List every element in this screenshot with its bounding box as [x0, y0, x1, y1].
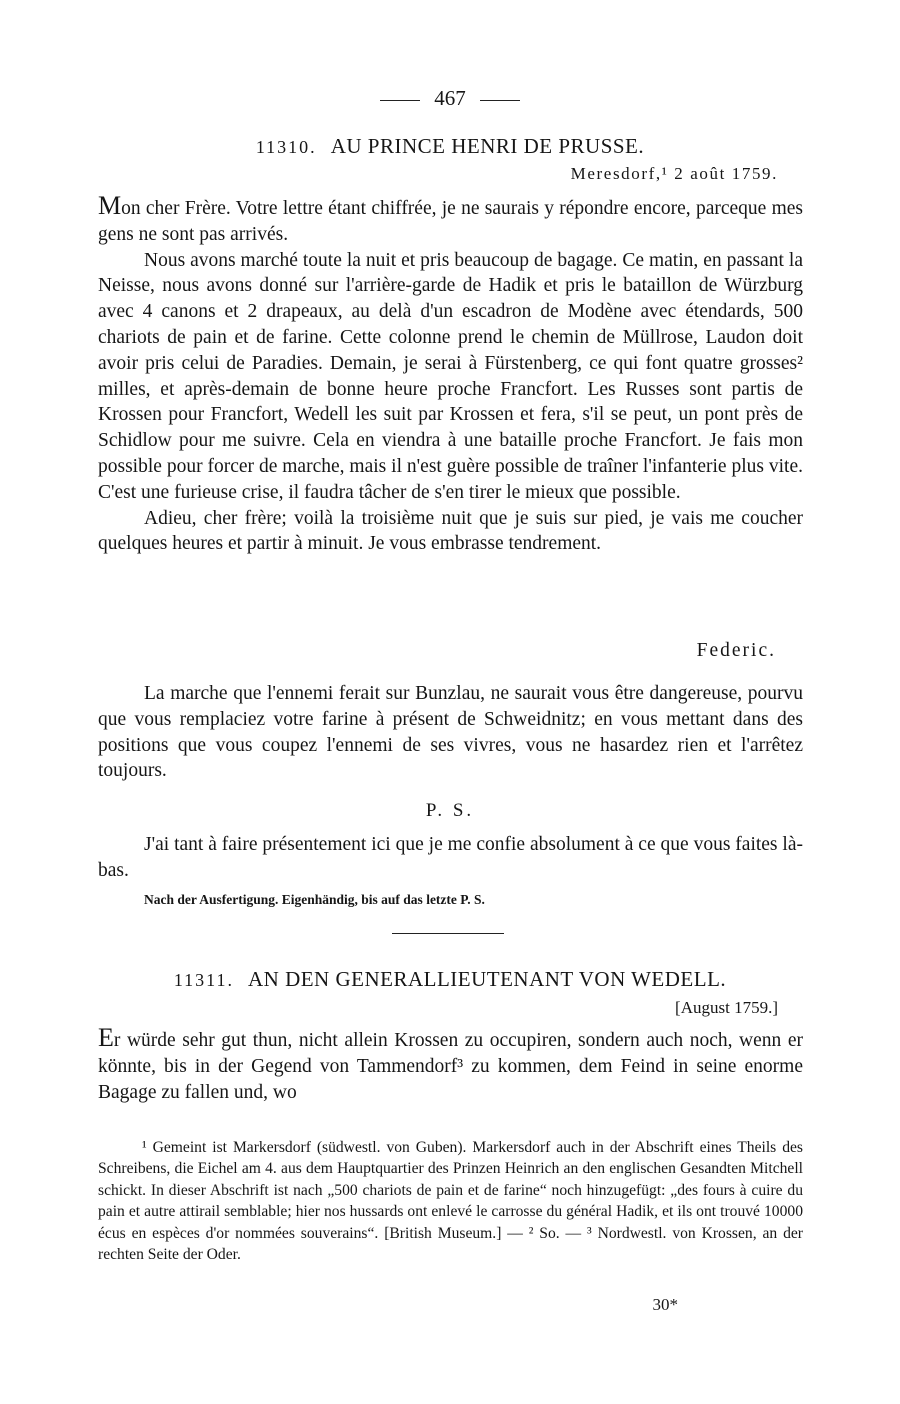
letter-title: AU PRINCE HENRI DE PRUSSE.	[330, 134, 645, 158]
letter-heading	[0, 967, 900, 992]
running-head-dash-right	[480, 100, 520, 101]
letter-heading	[0, 134, 900, 159]
letter-body	[98, 1025, 803, 1105]
page-number: 467	[434, 86, 466, 110]
letter-number: 11310.	[255, 137, 317, 157]
postscript-body	[98, 681, 803, 784]
paragraph: J'ai tant à faire présentement ici que je me confie absolument à ce que vous faites là-bas.	[98, 834, 803, 881]
signature: Federic.	[696, 640, 776, 661]
paragraph	[98, 193, 803, 248]
ps-label: P. S.	[425, 800, 475, 821]
paragraph-text: r würde sehr gut thun, nicht allein Krossen zu occupiren, sondern auch noch, wenn er könnte, bis in der Gegend von Tammendorf³ zu kommen, dem Feind in seine enorme Bagage zu fallen und, wo	[98, 1030, 803, 1103]
paragraph: Adieu, cher frère; voilà la troisième nuit que je suis sur pied, je vais me coucher quelques heures et partir à minuit. Je vous embrasse tendrement.	[98, 507, 803, 555]
paragraph	[98, 1025, 803, 1105]
letter-number: 11311.	[173, 970, 234, 990]
paragraph: Nous avons marché toute la nuit et pris beaucoup de bagage. Ce matin, en passant la Neisse, nous avons donné sur l'arrière-garde de Hadik et pris le bataillon de Würzburg avec 4 canons et 2 drapeaux, au delà d'un escadron de Modène avec étendards, 500 chariots de pain et de farine. Cette colonne prend le chemin de Müllrose, Laudon doit avoir pris celui de Paradies. Demain, je serai à Fürstenberg, ce qui font quatre grosses² milles, et après-demain de bonne heure proche Francfort. Les Russes sont partis de Krossen pour Francfort, Wedell les suit par Krossen et fera, s'il se peut, un pont près de Schidlow pour me suivre. Cela en viendra à une bataille proche Francfort. Je fais mon possible pour forcer de marche, mais il n'est guère possible de traîner l'infanterie plus vite. C'est une furieuse crise, il faudra tâcher de s'en tirer le mieux que possible.	[98, 249, 803, 503]
running-head-dash-left	[380, 100, 420, 101]
initial-letter: E	[98, 1023, 114, 1052]
source-note: Nach der Ausfertigung. Eigenhändig, bis auf das letzte P. S.	[144, 892, 485, 907]
ps-body	[98, 832, 803, 884]
paragraph: La marche que l'ennemi ferait sur Bunzlau, ne saurait vous être dangereuse, pourvu que vous remplaciez votre farine à présent de Schweidnitz; en vous mettant dans des positions que vous coupez l'ennemi de ses vivres, vous ne hasardez rien et l'arrêtez toujours.	[98, 683, 803, 782]
letter-body	[98, 193, 803, 557]
footnote-text: ¹ Gemeint ist Markersdorf (südwestl. von Guben). Markersdorf auch in der Abschrift eines Theils des Schreibens, die Eichel am 4. aus dem Hauptquartier des Prinzen Heinrich an den englischen Gesandten Mitchell schickt. In dieser Abschrift ist nach „500 chariots de pain et de farine“ noch hinzugefügt: „des fours à cuire du pain et autre attirail semblable; hier nos hussards ont enlevé le carrosse du général Hadik, et ils ont trouvé 10000 écus en espèces d'or nommées souverains“. [British Museum.] — ² So. — ³ Nordwestl. von Krossen, an der rechten Seite der Oder.	[98, 1139, 803, 1264]
initial-letter: M	[98, 191, 122, 220]
letter-dateline: [August 1759.]	[675, 998, 778, 1017]
section-divider	[392, 933, 504, 934]
paragraph-text: on cher Frère. Votre lettre étant chiffrée, je ne saurais y répondre encore, parceque mes gens ne sont pas arrivés.	[98, 198, 803, 245]
letter-title: AN DEN GENERALLIEUTENANT VON WEDELL.	[247, 967, 727, 991]
footnotes	[98, 1137, 803, 1265]
letter-dateline: Meresdorf,¹ 2 août 1759.	[570, 164, 778, 183]
signature-mark: 30*	[652, 1295, 678, 1314]
running-head	[0, 86, 900, 111]
